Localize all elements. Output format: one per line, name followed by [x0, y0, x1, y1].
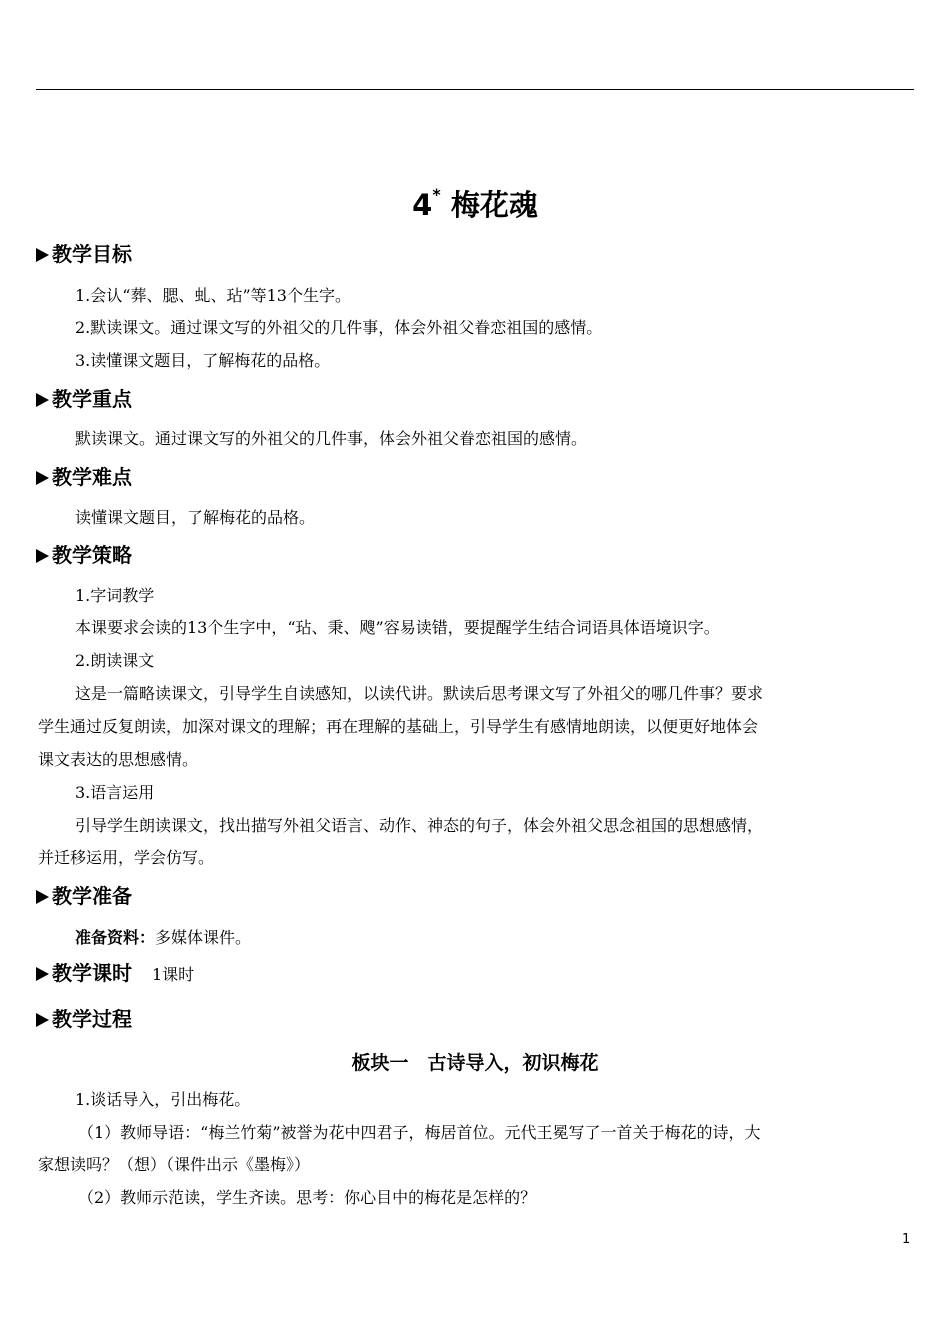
strategy-body: 这是一篇略读课文，引导学生自读感知，以读代讲。默读后思考课文写了外祖父的哪几件事？要求 — [75, 684, 764, 703]
key-text: 默读课文。通过课文写的外祖父的几件事，体会外祖父眷恋祖国的感情。 — [75, 429, 588, 448]
heading-strategy: 教学策略 — [36, 542, 132, 568]
strategy-title: 1.字词教学 — [75, 586, 155, 605]
triangle-bullet-icon — [36, 1013, 49, 1027]
heading-process: 教学过程 — [36, 1006, 132, 1032]
process-step: （2）教师示范读，学生齐读。思考：你心目中的梅花是怎样的？ — [78, 1188, 537, 1207]
lesson-title — [0, 183, 950, 224]
strategy-body: 本课要求会读的13个生字中，“玷、秉、飕”容易读错，要提醒学生结合词语具体语境识字。 — [75, 618, 720, 637]
prep-label: 准备资料： — [75, 928, 156, 947]
heading-hours: 教学课时 1课时 — [36, 960, 194, 988]
strategy-body: 并迁移运用，学会仿写。 — [38, 848, 215, 867]
heading-key: 教学重点 — [36, 386, 132, 412]
heading-goals: 教学目标 — [36, 241, 132, 267]
heading-prep: 教学准备 — [36, 883, 132, 909]
hours-value: 1课时 — [152, 965, 195, 984]
strategy-title: 3.语言运用 — [75, 783, 155, 802]
lesson-number: 4 — [412, 188, 433, 222]
triangle-bullet-icon — [36, 549, 49, 563]
process-step: 家想读吗？（想）（课件出示《墨梅》） — [38, 1155, 311, 1174]
goal-item: 1.会认“葬、腮、虬、玷”等13个生字。 — [75, 286, 351, 305]
goal-item: 2.默读课文。通过课文写的外祖父的几件事，体会外祖父眷恋祖国的感情。 — [75, 318, 603, 337]
triangle-bullet-icon — [36, 471, 49, 485]
difficult-text: 读懂课文题目，了解梅花的品格。 — [75, 508, 316, 527]
triangle-bullet-icon — [36, 890, 49, 904]
triangle-bullet-icon — [36, 967, 49, 981]
strategy-body: 引导学生朗读课文，找出描写外祖父语言、动作、神态的句子，体会外祖父思念祖国的思想感情， — [75, 816, 764, 835]
strategy-body: 学生通过反复朗读，加深对课文的理解；再在理解的基础上，引导学生有感情地朗读，以便更好地体会 — [38, 717, 759, 736]
strategy-body: 课文表达的思想感情。 — [38, 750, 199, 769]
triangle-bullet-icon — [36, 393, 49, 407]
lesson-title-text: 梅花魂 — [450, 188, 538, 222]
prep-value: 多媒体课件。 — [155, 928, 252, 947]
strategy-title: 2.朗读课文 — [75, 651, 155, 670]
process-step: 1.谈话导入，引出梅花。 — [75, 1090, 251, 1109]
prep-line — [38, 922, 947, 954]
lesson-mark: * — [432, 185, 441, 205]
page-number: 1 — [902, 1232, 911, 1247]
section-title: 板块一 古诗导入，初识梅花 — [351, 1052, 599, 1074]
process-step: （1）教师导语：“梅兰竹菊”被誉为花中四君子，梅居首位。元代王冕写了一首关于梅花的诗，大 — [78, 1123, 761, 1142]
goal-item: 3.读懂课文题目，了解梅花的品格。 — [75, 351, 331, 370]
header-rule — [36, 89, 914, 90]
heading-difficult: 教学难点 — [36, 464, 132, 490]
triangle-bullet-icon — [36, 248, 49, 262]
